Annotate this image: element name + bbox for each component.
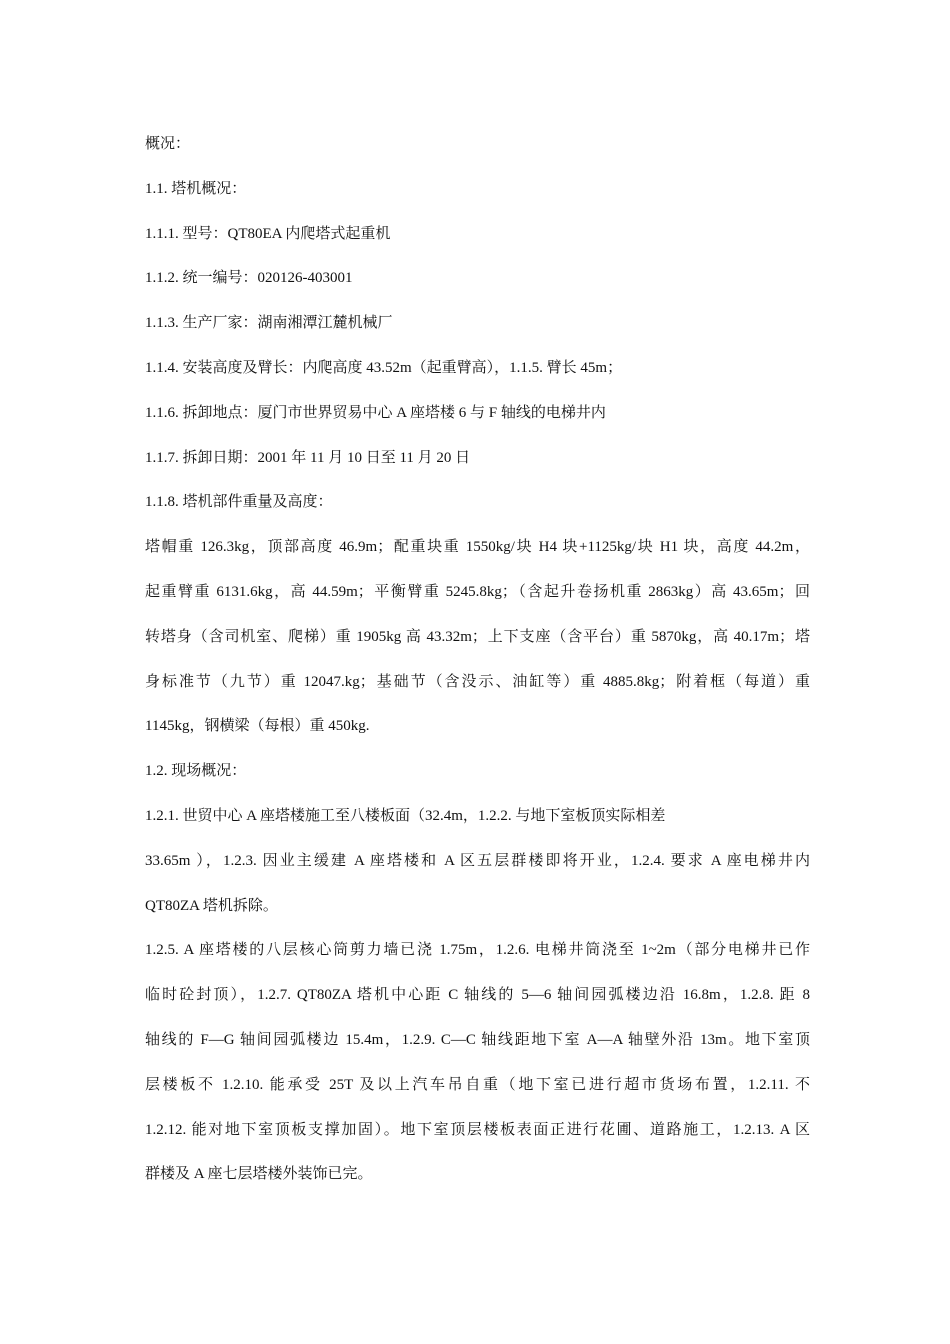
heading: 概况： (145, 136, 191, 152)
site-line: 1.2.1. 世贸中心 A 座塔楼施工至八楼板面（32.4m，1.2.2. 与地下室板顶实际相差 (145, 807, 666, 824)
item-1-1-7: 1.1.7. 拆卸日期：2001 年 11 月 10 日至 11 月 20 日 (145, 449, 471, 466)
weights-paragraph (145, 525, 810, 749)
section-1-2-title: 1.2. 现场概况： (145, 763, 247, 780)
weights-line: 起重臂重 6131.6kg，高 44.59m；平衡臂重 5245.8kg；（含起升卷扬机重 2863kg）高 43.65m；回 (145, 583, 810, 600)
site-paragraph-b (145, 928, 810, 1197)
weights-line: 塔帽重 126.3kg，顶部高度 46.9m；配重块重 1550kg/块 H4 块+1125kg/块 H1 块，高度 44.2m， (145, 539, 810, 556)
item-1-1-4: 1.1.4. 安装高度及臂长：内爬高度 43.52m（起重臂高），1.1.5. 臂长 45m； (145, 359, 623, 376)
weights-line: 转塔身（含司机室、爬梯）重 1905kg 高 43.32m；上下支座（含平台）重 5870kg，高 40.17m；塔 (145, 628, 810, 645)
site-line: 临时砼封顶），1.2.7. QT80ZA 塔机中心距 C 轴线的 5—6 轴间园弧楼边沿 16.8m，1.2.8. 距 8 (145, 987, 810, 1004)
item-1-1-6: 1.1.6. 拆卸地点：厦门市世界贸易中心 A 座塔楼 6 与 F 轴线的电梯井内 (145, 404, 606, 421)
weights-line: 身标准节（九节）重 12047.kg；基础节（含没示、油缸等）重 4885.8kg；附着框（每道）重 (145, 673, 810, 690)
site-line: 33.65m ），1.2.3. 因业主缓建 A 座塔楼和 A 区五层群楼即将开业，1.2.4. 要求 A 座电梯井内 (145, 852, 810, 869)
site-line: 轴线的 F—G 轴间园弧楼边 15.4m，1.2.9. C—C 轴线距地下室 A—A 轴壁外沿 13m。地下室顶 (145, 1031, 810, 1048)
weights-line: 1145kg，钢横梁（每根）重 450kg. (145, 718, 370, 735)
site-line: 1.2.5. A 座塔楼的八层核心筒剪力墙已浇 1.75m，1.2.6. 电梯井筒浇至 1~2m（部分电梯井已作 (145, 942, 810, 959)
item-1-1-1: 1.1.1. 型号：QT80EA 内爬塔式起重机 (145, 225, 391, 242)
site-line: QT80ZA 塔机拆除。 (145, 897, 278, 914)
site-paragraph-a (145, 794, 810, 928)
document-body (145, 122, 810, 1197)
site-line: 1.2.12. 能对地下室顶板支撑加固）。地下室顶层楼板表面正进行花圃、道路施工，1.2.13. A 区 (145, 1121, 810, 1138)
item-1-1-8: 1.1.8. 塔机部件重量及高度： (145, 494, 333, 511)
site-line: 群楼及 A 座七层塔楼外装饰已完。 (145, 1166, 373, 1183)
item-1-1-2: 1.1.2. 统一编号：020126-403001 (145, 270, 353, 287)
item-1-1-3: 1.1.3. 生产厂家：湖南湘潭江麓机械厂 (145, 315, 393, 332)
site-line: 层楼板不 1.2.10. 能承受 25T 及以上汽车吊自重（地下室已进行超市货场布置，1.2.11. 不 (145, 1076, 810, 1093)
section-1-1-title: 1.1. 塔机概况： (145, 180, 247, 197)
